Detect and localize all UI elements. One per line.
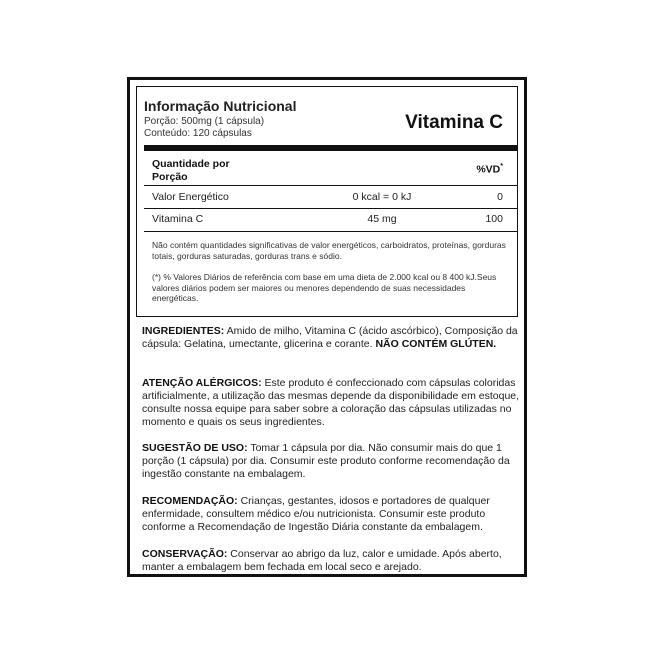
daily-value-header-text: %VD <box>476 163 501 176</box>
daily-value-header <box>476 163 503 176</box>
quantity-header-line2: Porção <box>152 171 188 183</box>
table-row <box>152 191 503 207</box>
usage-section <box>142 442 520 481</box>
usage-text: Tomar 1 cápsula por dia. Não consumir mais do que 1 porção (1 cápsula) por dia. Consumir este produto conforme recomendação da ingestão constante na embalagem. <box>142 442 510 480</box>
nutrition-facts-table <box>136 86 518 317</box>
nutrient-daily-value: 0 <box>497 191 503 203</box>
daily-values-footnote: (*) % Valores Diários de referência com base em uma dieta de 2.000 kcal ou 8 400 kJ.Seus valores diários podem ser maiores ou menores dependendo de suas necessidades energéticas. <box>152 272 497 303</box>
nutrition-title: Informação Nutricional <box>144 98 297 114</box>
portion-info <box>144 116 264 140</box>
ingredients-text: Amido de milho, Vitamina C (ácido ascórbico), Composição da cápsula: Gelatina, umectante, glicerina e corante. <box>142 325 518 350</box>
recommendation-label: RECOMENDAÇÃO: <box>142 495 238 507</box>
nutrient-name: Vitamina C <box>152 213 204 225</box>
row-divider <box>144 208 517 209</box>
header-divider <box>144 145 517 151</box>
ingredients-label: INGREDIENTES: <box>142 325 225 337</box>
allergens-label: ATENÇÃO ALÉRGICOS: <box>142 377 262 389</box>
nutrient-quantity: 0 kcal = 0 kJ <box>352 191 412 203</box>
ingredients-section <box>142 325 520 351</box>
supplement-label <box>127 77 527 577</box>
not-significant-note: Não contém quantidades significativas de valor energéticos, carboidratos, proteínas, gorduras totais, gorduras saturadas, gorduras trans e sódio. <box>152 240 506 261</box>
allergens-text: Este produto é confeccionado com cápsulas coloridas artificialmente, a utilização das mesmas depende da disponibilidade em estoque, consulte nossa equipe para saber sobre a coloração das cápsulas utilizadas no momento e quais os seus ingredientes. <box>142 377 520 428</box>
row-divider <box>144 231 517 232</box>
allergens-section <box>142 377 520 429</box>
product-name: Vitamina C <box>405 112 503 133</box>
nutrient-name: Valor Energético <box>152 191 229 203</box>
nutrient-quantity: 45 mg <box>367 213 397 225</box>
recommendation-section <box>142 495 520 534</box>
portion-size: Porção: 500mg (1 cápsula) <box>144 116 265 127</box>
quantity-header <box>152 158 230 184</box>
daily-value-asterisk: * <box>500 163 503 170</box>
gluten-free-notice: NÃO CONTÉM GLÚTEN. <box>375 338 497 350</box>
table-row <box>152 213 503 229</box>
package-content: Conteúdo: 120 cápsulas <box>144 128 252 139</box>
storage-text: Conservar ao abrigo da luz, calor e umidade. Após aberto, manter a embalagem bem fechada em local seco e arejado. <box>142 548 502 573</box>
quantity-header-line1: Quantidade por <box>152 158 230 170</box>
storage-section <box>142 548 520 574</box>
recommendation-text: Crianças, gestantes, idosos e portadores de qualquer enfermidade, consultem médico e/ou nutricionista. Consumir este produto conforme a Recomendação de Ingestão Diária constante da embalagem. <box>142 495 490 533</box>
usage-label: SUGESTÃO DE USO: <box>142 442 248 454</box>
storage-label: CONSERVAÇÃO: <box>142 548 228 560</box>
row-divider <box>144 185 517 186</box>
nutrient-daily-value: 100 <box>485 213 503 225</box>
